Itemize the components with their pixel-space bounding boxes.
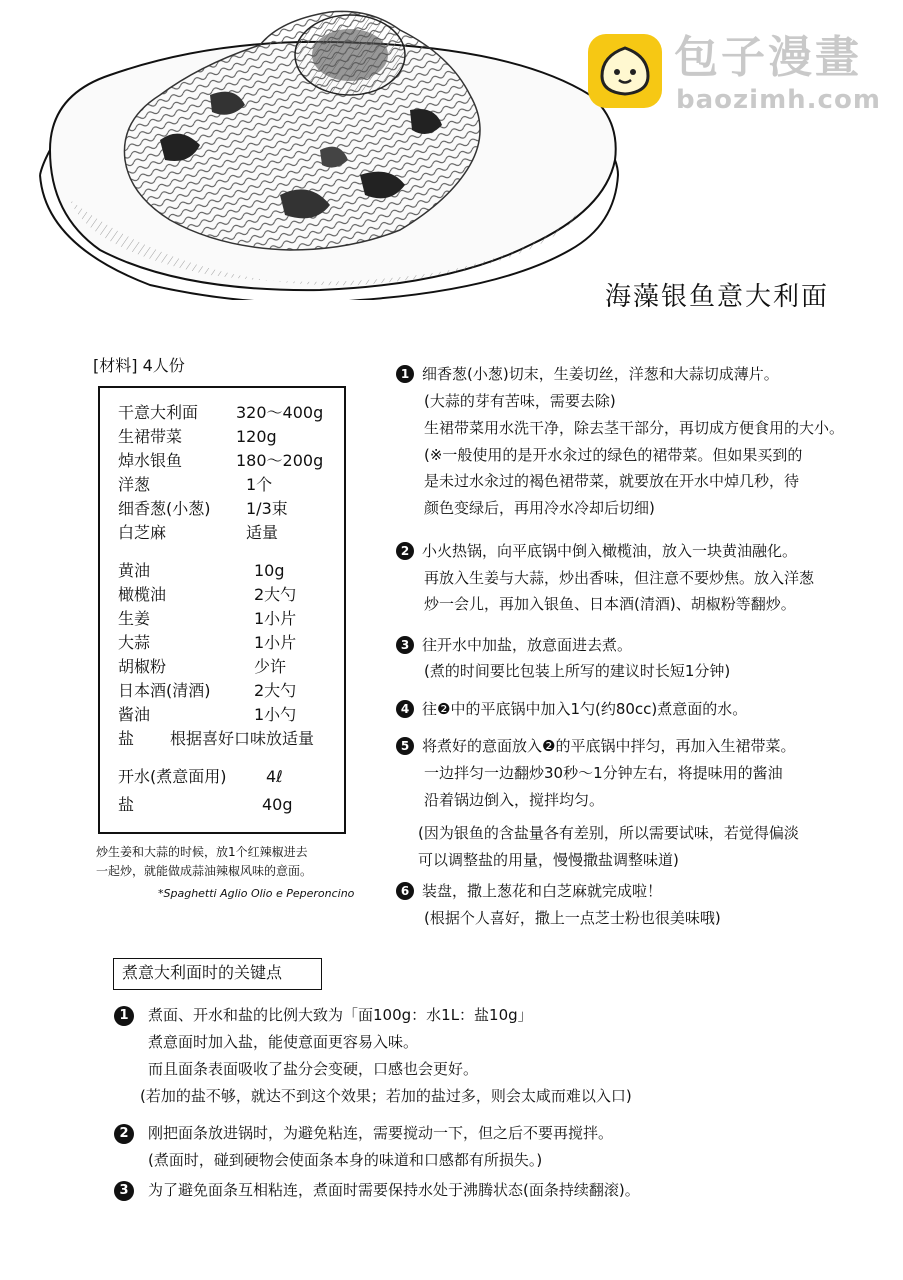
ingredient-amount: 少许 — [254, 657, 287, 676]
step-1-first-line — [396, 362, 779, 386]
step-text: 往开水中加盐，放意面进去煮。 — [422, 636, 633, 654]
tip-1-first-line — [114, 1003, 533, 1027]
tip-3-first-line — [114, 1178, 640, 1202]
step-number-badge: 1 — [396, 365, 414, 383]
step-5-first-line — [396, 734, 795, 758]
ingredient-amount: 4ℓ — [266, 767, 283, 786]
ingredient-row — [118, 608, 297, 630]
ingredient-note-line: 一起炒，就能做成蒜油辣椒风味的意面。 — [96, 864, 313, 878]
ingredient-row — [118, 426, 277, 448]
ingredient-row — [118, 584, 297, 606]
recipe-title: 海藻银鱼意大利面 — [605, 282, 830, 312]
step-number-badge: 2 — [396, 542, 414, 560]
step-6-line: (根据个人喜好，撒上一点芝士粉也很美味哦) — [424, 909, 721, 927]
ingredient-name: 橄榄油 — [118, 585, 167, 604]
ingredient-note-line: *Spaghetti Aglio Olio e Peperoncino — [158, 887, 355, 900]
ingredient-amount: 40g — [262, 795, 293, 814]
tip-number-badge: 3 — [114, 1181, 134, 1201]
ingredient-amount: 适量 — [246, 523, 279, 542]
ingredient-row — [118, 680, 297, 702]
ingredient-row — [118, 402, 324, 424]
ingredient-amount: 2大勺 — [254, 681, 297, 700]
tip-1-line: (若加的盐不够，就达不到这个效果；若加的盐过多，则会太咸而难以入口) — [140, 1087, 632, 1105]
step-5-line: 一边拌匀一边翻炒30秒～1分钟左右，将提味用的酱油 — [424, 764, 783, 782]
ingredient-name: 盐 — [118, 729, 135, 748]
ingredient-amount: 1小勺 — [254, 705, 297, 724]
ingredient-amount: 180～200g — [236, 451, 324, 470]
tip-number-badge: 2 — [114, 1124, 134, 1144]
step-text: 将煮好的意面放入❷的平底锅中拌匀，再加入生裙带菜。 — [422, 737, 796, 755]
tips-title: 煮意大利面时的关键点 — [122, 963, 283, 982]
step-text: 往❷中的平底锅中加入1勺(约80cc)煮意面的水。 — [422, 700, 748, 718]
step-2-line: 炒一会儿，再加入银鱼、日本酒(清酒)、胡椒粉等翻炒。 — [424, 595, 796, 613]
ingredient-amount: 1小片 — [254, 633, 297, 652]
ingredient-row — [118, 704, 297, 726]
step-number-badge: 3 — [396, 636, 414, 654]
ingredient-name: 胡椒粉 — [118, 657, 167, 676]
tip-text: 煮面、开水和盐的比例大致为「面100g：水1L：盐10g」 — [148, 1006, 533, 1024]
step-number-badge: 4 — [396, 700, 414, 718]
ingredient-name: 酱油 — [118, 705, 151, 724]
ingredient-amount: 10g — [254, 561, 285, 580]
tip-2-first-line — [114, 1121, 613, 1145]
ingredient-amount: 1个 — [246, 475, 273, 494]
step-2-first-line — [396, 539, 797, 563]
step-1-line: (※一般使用的是开水汆过的绿色的裙带菜。但如果买到的 — [424, 446, 803, 464]
ingredient-amount: 120g — [236, 427, 277, 446]
ingredient-name: 干意大利面 — [118, 403, 199, 422]
ingredient-amount: 根据喜好口味放适量 — [170, 729, 315, 748]
step-text: 装盘，撒上葱花和白芝麻就完成啦！ — [422, 882, 663, 900]
ingredient-note-line: 炒生姜和大蒜的时候，放1个红辣椒进去 — [96, 845, 308, 859]
tip-text: 为了避免面条互相粘连，煮面时需要保持水处于沸腾状态(面条持续翻滚)。 — [148, 1181, 640, 1199]
logo-text-en: baozimh.com — [676, 85, 881, 115]
ingredient-row — [118, 766, 283, 788]
step-4-first-line — [396, 697, 747, 721]
step-1-line: 生裙带菜用水洗干净，除去茎干部分，再切成方便食用的大小。 — [424, 419, 845, 437]
tip-text: 刚把面条放进锅时，为避免粘连，需要搅动一下，但之后不要再搅拌。 — [148, 1124, 614, 1142]
ingredient-row — [118, 656, 287, 678]
step-5-line: 沿着锅边倒入，搅拌均匀。 — [424, 791, 605, 809]
ingredient-name: 生姜 — [118, 609, 151, 628]
ingredient-name: 生裙带菜 — [118, 427, 183, 446]
ingredient-name: 盐 — [118, 795, 135, 814]
step-1-line: 颜色变绿后，再用冷水冷却后切细) — [424, 499, 655, 517]
logo-text-cn: 包子漫畫 — [674, 32, 862, 83]
ingredient-row — [118, 794, 293, 816]
ingredient-row — [118, 522, 279, 544]
ingredients-header: [材料] 4人份 — [93, 356, 185, 375]
ingredient-amount: 320～400g — [236, 403, 324, 422]
ingredient-name: 大蒜 — [118, 633, 151, 652]
ingredient-row — [118, 498, 288, 520]
tip-1-line: 而且面条表面吸收了盐分会变硬，口感也会更好。 — [148, 1060, 479, 1078]
ingredient-name: 洋葱 — [118, 475, 151, 494]
step-5-line: (因为银鱼的含盐量各有差别，所以需要试味，若觉得偏淡 — [418, 824, 799, 842]
step-3-first-line — [396, 633, 632, 657]
ingredient-row — [118, 560, 285, 582]
ingredient-row — [118, 474, 273, 496]
ingredient-name: 日本酒(清酒) — [118, 681, 211, 700]
ingredient-name: 细香葱(小葱) — [118, 499, 211, 518]
ingredient-row — [118, 450, 324, 472]
tip-1-line: 煮意面时加入盐，能使意面更容易入味。 — [148, 1033, 419, 1051]
ingredient-row — [118, 632, 297, 654]
site-logo[interactable] — [588, 32, 888, 114]
step-1-line: 是未过水汆过的褐色裙带菜，就要放在开水中焯几秒，待 — [424, 472, 800, 490]
ingredient-name: 黄油 — [118, 561, 151, 580]
pasta-plate-illustration — [30, 0, 620, 300]
step-text: 细香葱(小葱)切末，生姜切丝，洋葱和大蒜切成薄片。 — [422, 365, 779, 383]
ingredient-amount: 1小片 — [254, 609, 297, 628]
ingredient-amount: 1/3束 — [246, 499, 288, 518]
ingredient-name: 焯水银鱼 — [118, 451, 183, 470]
step-6-first-line — [396, 879, 662, 903]
step-number-badge: 5 — [396, 737, 414, 755]
ingredient-name: 开水(煮意面用) — [118, 767, 227, 786]
ingredient-row — [118, 728, 315, 750]
step-3-line: (煮的时间要比包装上所写的建议时长短1分钟) — [424, 662, 731, 680]
step-1-line: (大蒜的芽有苦味，需要去除) — [424, 392, 616, 410]
bun-mascot-icon — [588, 34, 662, 108]
step-number-badge: 6 — [396, 882, 414, 900]
ingredient-amount: 2大勺 — [254, 585, 297, 604]
tip-number-badge: 1 — [114, 1006, 134, 1026]
step-5-line: 可以调整盐的用量，慢慢撒盐调整味道) — [418, 851, 679, 869]
step-2-line: 再放入生姜与大蒜，炒出香味，但注意不要炒焦。放入洋葱 — [424, 569, 815, 587]
tip-2-line: (煮面时，碰到硬物会使面条本身的味道和口感都有所损失。) — [148, 1151, 543, 1169]
step-text: 小火热锅，向平底锅中倒入橄榄油，放入一块黄油融化。 — [422, 542, 798, 560]
ingredient-name: 白芝麻 — [118, 523, 167, 542]
